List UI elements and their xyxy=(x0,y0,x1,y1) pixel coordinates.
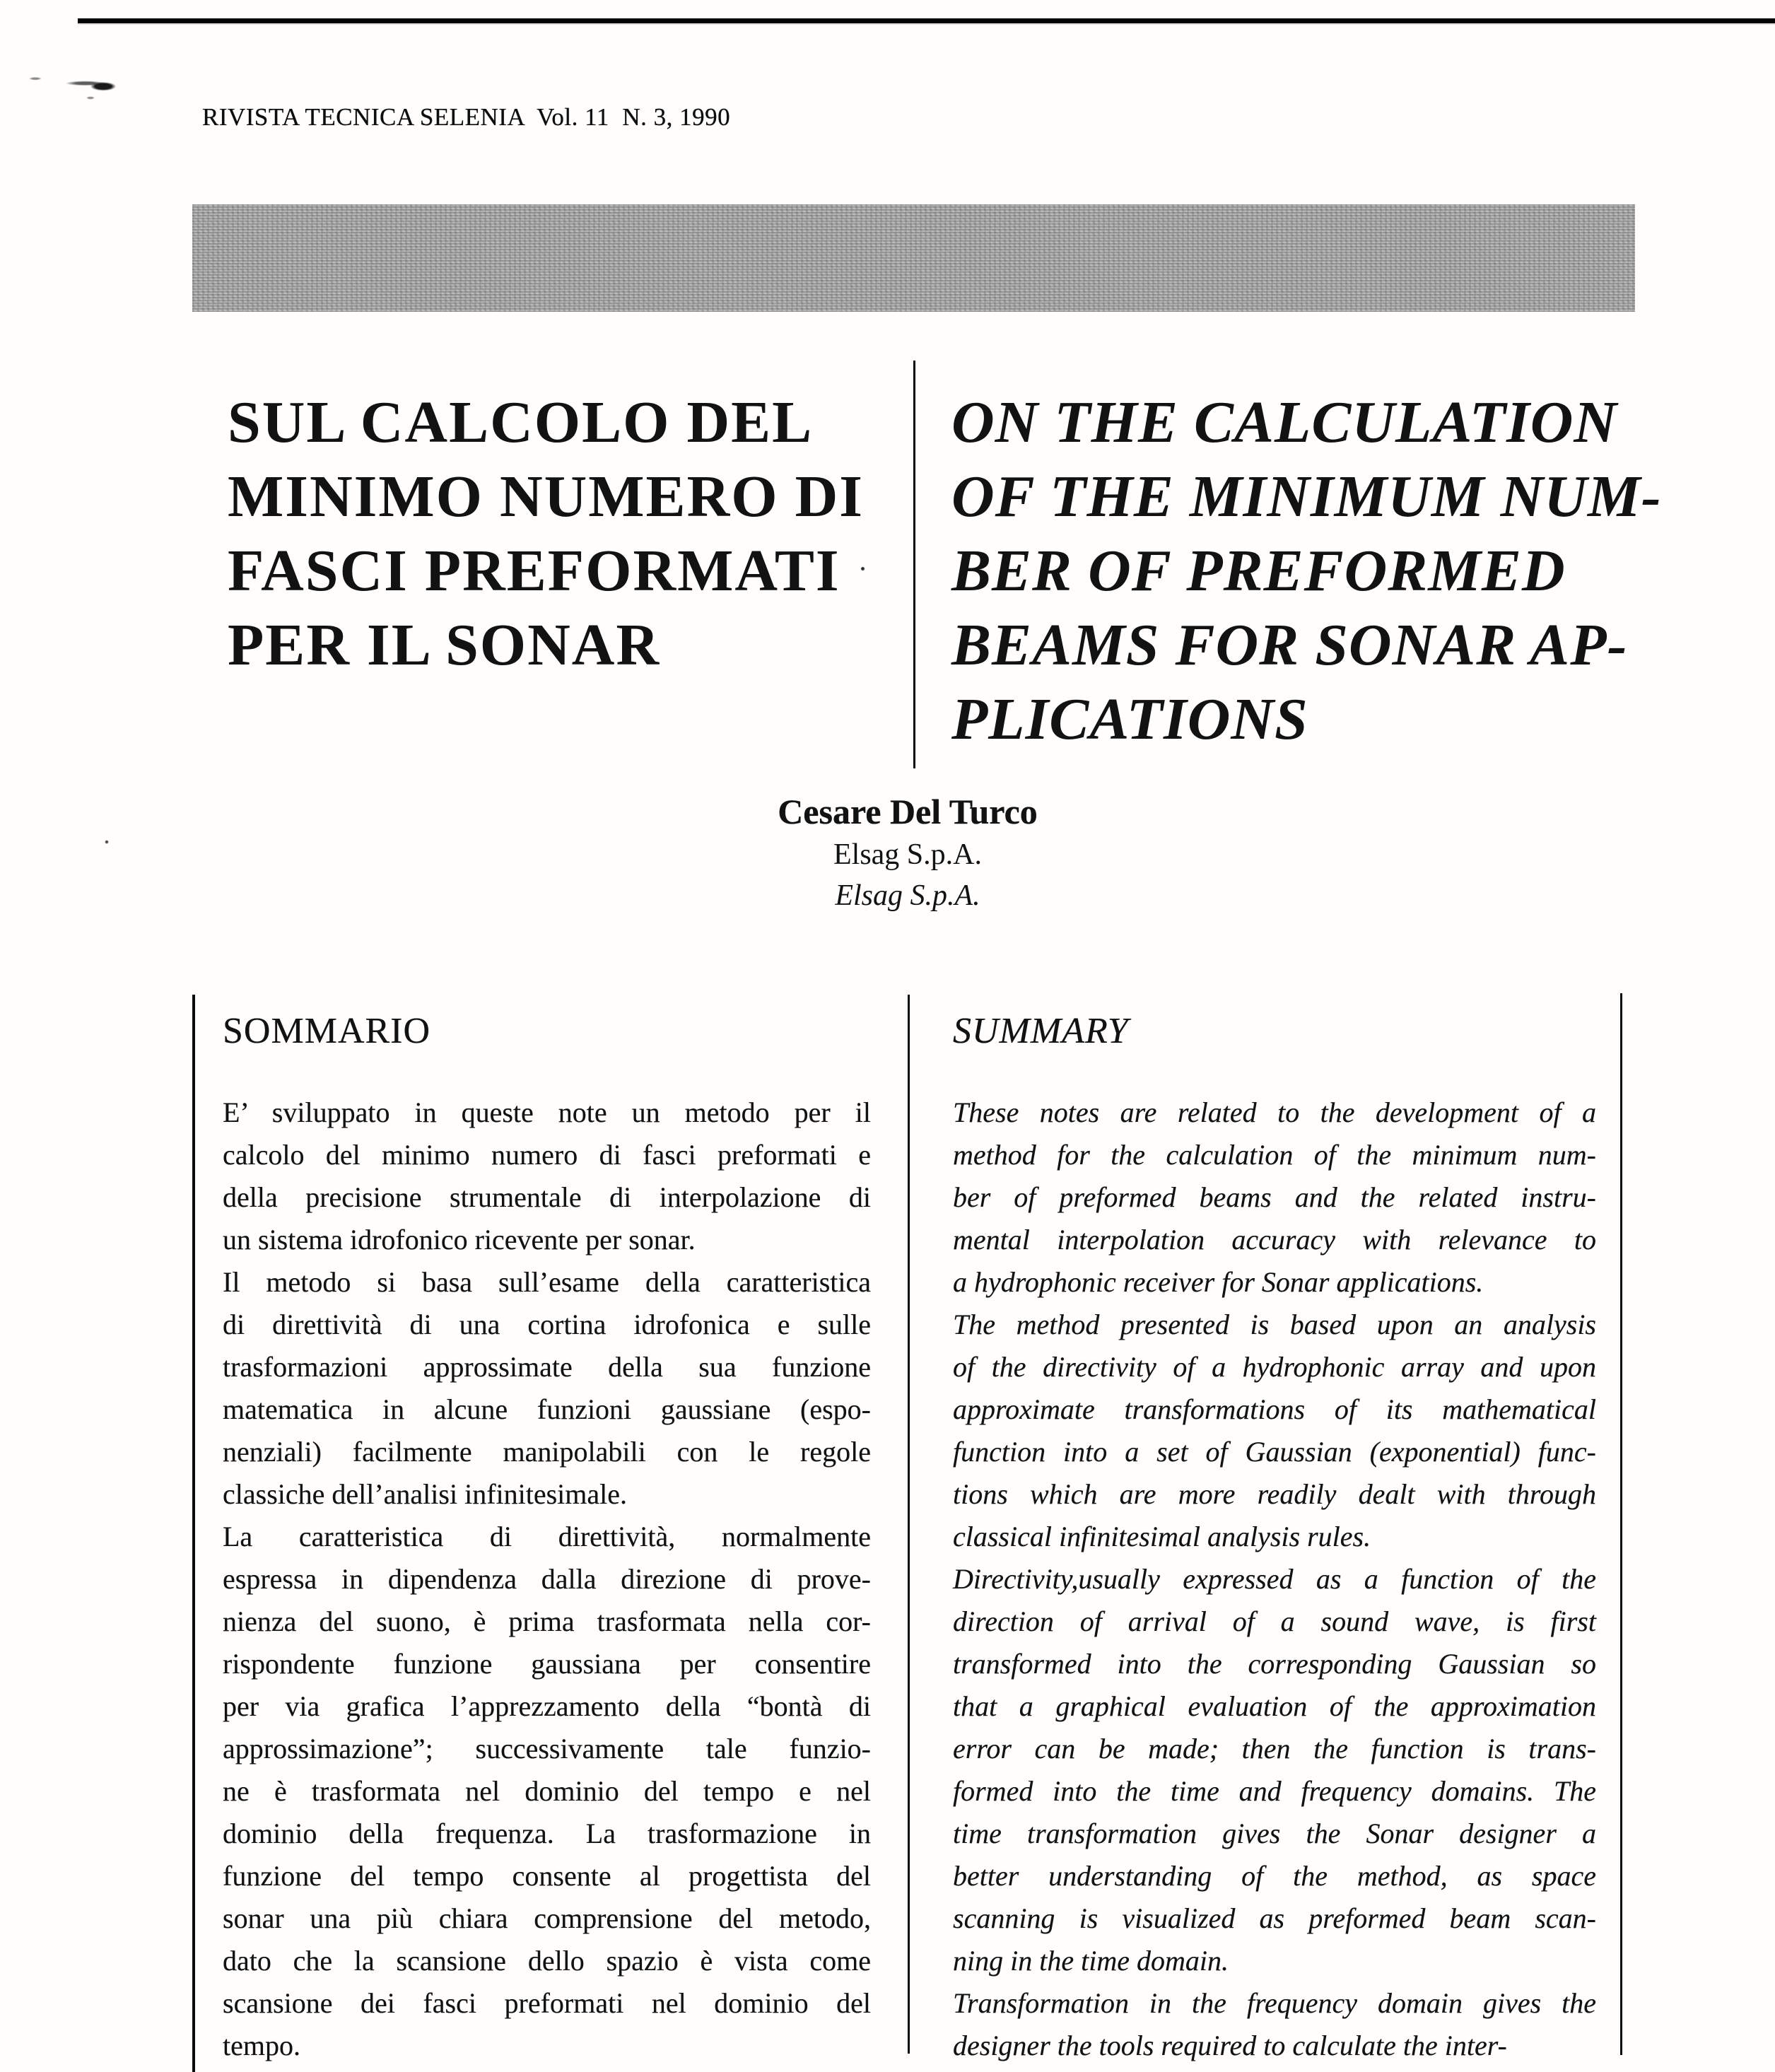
abstract-right-rule xyxy=(1620,993,1622,2055)
sommario-heading: SOMMARIO xyxy=(223,1011,431,1051)
halftone-banner xyxy=(192,204,1635,312)
top-horizontal-rule xyxy=(78,18,1775,23)
scan-speck xyxy=(103,838,110,845)
sommario-paragraph-1: E’ sviluppato in queste note un metodo per il calcolo del minimo numero di fasci preformati e della precisione strumentale di interpolazione di un sistema idrofonico ricevente per sonar. xyxy=(223,1096,871,1256)
summary-paragraph-4: Transformation in the frequency domain gives the designer the tools required to calculate the inter- xyxy=(953,1987,1596,2061)
summary-paragraph-2: The method presented is based upon an analysis of the directivity of a hydrophonic array and upon approximate transformations of its mathematical function into a set of Gaussian (exponential) func- tions which are more readily dealt with through classical infinitesimal analysis rules. xyxy=(953,1309,1596,1552)
summary-paragraph-1: These notes are related to the development of a method for the calculation of the minimum num- ber of preformed beams and the related instru- mental interpolation accuracy with relevance to a hydrophonic receiver for Sonar applications. xyxy=(953,1096,1596,1298)
abstract-middle-rule xyxy=(908,995,910,2054)
summary-heading: SUMMARY xyxy=(953,1011,1129,1051)
abstract-column-english xyxy=(953,1009,1596,2067)
article-title-english: ON THE CALCULATION OF THE MINIMUM NUM- BER OF PREFORMED BEAMS FOR SONAR AP- PLICATIONS xyxy=(951,390,1662,752)
journal-header: RIVISTA TECNICA SELENIA Vol. 11 N. 3, 1990 xyxy=(202,103,731,131)
sommario-paragraph-2: Il metodo si basa sull’esame della caratteristica di direttività di una cortina idrofonica e sulle trasformazioni approssimate della sua funzione matematica in alcune funzioni gaussiane (espo- nenziali) facilmente manipolabili con le regole classiche dell’analisi infinitesimale. xyxy=(223,1266,871,1510)
abstract-left-rule xyxy=(192,995,195,2072)
author-block xyxy=(194,789,1621,916)
article-title-italian: SUL CALCOLO DEL MINIMO NUMERO DI FASCI PREFORMATI PER IL SONAR xyxy=(228,390,864,678)
author-name: Cesare Del Turco xyxy=(778,792,1038,831)
scan-smudge-artifact xyxy=(27,69,133,100)
abstract-column-italian xyxy=(223,1009,871,2067)
author-affiliation-english: Elsag S.p.A. xyxy=(835,879,980,912)
summary-paragraph-3: Directivity,usually expressed as a function of the direction of arrival of a sound wave, is first transformed into the corresponding Gaussian so that a graphical evaluation of the approximation error can be made; then the function is trans- formed into the time and frequency domains. The time transformation gives the Sonar designer a better understanding of the method, as space scanning is visualized as preformed beam scan- ning in the time domain. xyxy=(953,1563,1596,1977)
title-divider-rule xyxy=(913,361,915,768)
author-affiliation-italian: Elsag S.p.A. xyxy=(833,838,982,871)
sommario-paragraph-3: La caratteristica di direttività, normalmente espressa in dipendenza dalla direzione di prove- nienza del suono, è prima trasformata nella cor- rispondente funzione gaussiana per consentire per via grafica l’apprezzamento della “bontà di approssimazione”; successivamente tale funzio- ne è trasformata nel dominio del tempo e nel dominio della frequenza. La trasformazione in funzione del tempo consente al progettista del sonar una più chiara comprensione del metodo, dato che la scansione dello spazio è vista come scansione dei fasci preformati nel dominio del tempo. xyxy=(223,1521,871,2061)
